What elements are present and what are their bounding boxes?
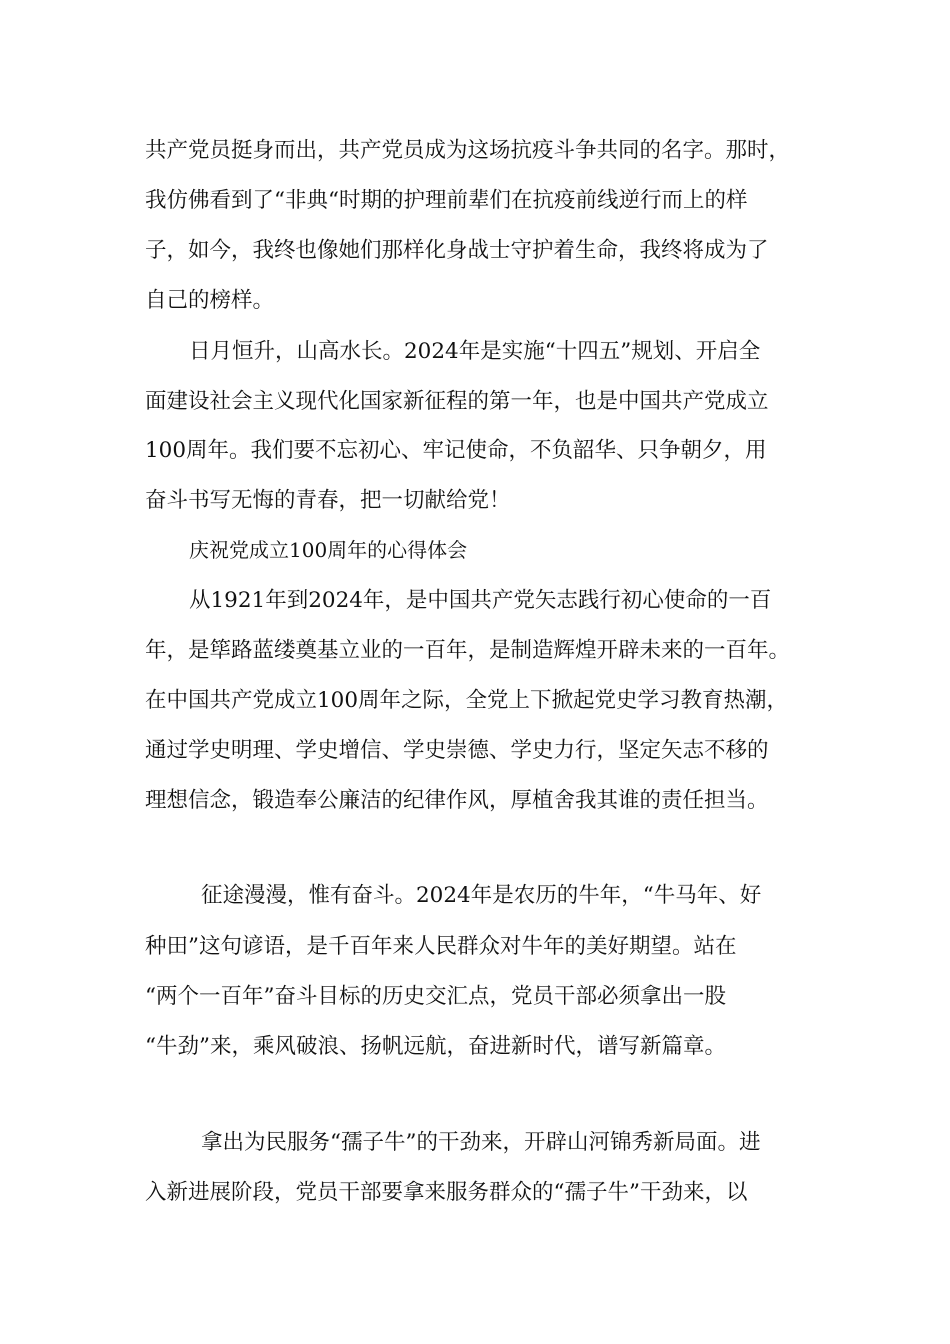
text-line: 从1921年到2024年，是中国共产党矢志践行初心使命的一百	[189, 588, 772, 613]
text-line: “两个一百年”奋斗目标的历史交汇点，党员干部必须拿出一股	[145, 984, 726, 1009]
text-line: 共产党员挺身而出，共产党员成为这场抗疫斗争共同的名字。那时，	[145, 138, 791, 163]
text-line: 拿出为民服务“孺子牛”的干劲来，开辟山河锦秀新局面。进	[201, 1130, 761, 1155]
text-line: 通过学史明理、学史增信、学史崇德、学史力行，坚定矢志不移的	[145, 738, 769, 763]
section-heading: 庆祝党成立100周年的心得体会	[189, 538, 468, 562]
text-line: 面建设社会主义现代化国家新征程的第一年，也是中国共产党成立	[145, 389, 769, 414]
text-line: 入新进展阶段，党员干部要拿来服务群众的“孺子牛”干劲来，以	[145, 1180, 748, 1205]
text-line: 日月恒升，山高水长。2024年是实施“十四五”规划、开启全	[189, 339, 761, 364]
text-line: 我仿佛看到了“非典“时期的护理前辈们在抗疫前线逆行而上的样	[145, 188, 748, 213]
text-line: 100周年。我们要不忘初心、牢记使命，不负韶华、只争朝夕，用	[145, 438, 767, 463]
text-line: 征途漫漫，惟有奋斗。2024年是农历的牛年，“牛马年、好	[201, 883, 762, 908]
text-line: 理想信念，锻造奉公廉洁的纪律作风，厚植舍我其谁的责任担当。	[145, 788, 769, 813]
text-line: 种田”这句谚语，是千百年来人民群众对牛年的美好期望。站在	[145, 934, 737, 959]
text-line: 奋斗书写无悔的青春，把一切献给党！	[145, 488, 511, 513]
text-line: “牛劲”来，乘风破浪、扬帆远航，奋进新时代，谱写新篇章。	[145, 1034, 726, 1059]
text-line: 子，如今，我终也像她们那样化身战士守护着生命，我终将成为了	[145, 238, 769, 263]
text-line: 年，是筚路蓝缕奠基立业的一百年，是制造辉煌开辟未来的一百年。	[145, 638, 791, 663]
text-line: 自己的榜样。	[145, 288, 275, 313]
text-line: 在中国共产党成立100周年之际，全党上下掀起党史学习教育热潮，	[145, 688, 789, 713]
